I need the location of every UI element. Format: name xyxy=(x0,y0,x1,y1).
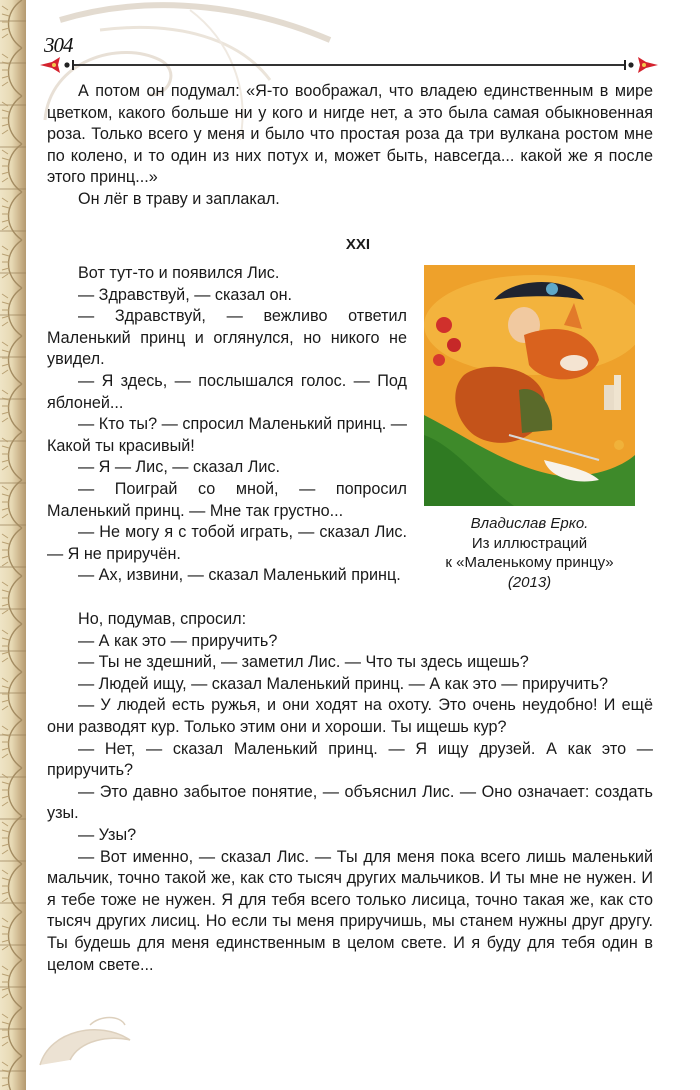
paragraph: А потом он подумал: «Я-то воображал, что владею единственным в мире цветком, какого больше ни у кого и нигде нет, а это была самая обыкновенная роза. Только всего у меня и было что простая роза да три вулкана ростом мне по колено, и то один из них потух и, может быть, навсегда... какой же я после этого принц...» xyxy=(47,82,653,187)
figure xyxy=(424,265,635,592)
paragraph: — Нет, — сказал Маленький принц. — Я ищу друзей. А как это — приручить? xyxy=(47,739,653,780)
opening-text xyxy=(47,81,653,211)
paragraph: — Ах, извини, — сказал Маленький принц. xyxy=(78,566,401,585)
paragraph: — Вот именно, — сказал Лис. — Ты для меня пока всего лишь маленький мальчик, точно такой же, как сто тысяч других мальчиков. И ты мне не нужен. И я тебе тоже не нужен. Я для тебя всего только лисица, точно такая же, как сто тысяч других лисиц. Но если ты меня приручишь, мы станем нужны друг другу. Ты будешь для меня единственным в целом свете. И я буду для тебя один в целом свете... xyxy=(47,847,653,974)
paragraph: — Ты не здешний, — заметил Лис. — Что ты здесь ищешь? xyxy=(78,653,529,672)
paragraph: — Поиграй со мной, — попросил Маленький принц. — Мне так грустно... xyxy=(47,479,407,520)
paragraph: — Людей ищу, — сказал Маленький принц. — А как это — приручить? xyxy=(78,674,609,693)
dialogue-narrow-column xyxy=(47,263,407,587)
figure-caption xyxy=(424,514,635,592)
flower-ornament-left-icon xyxy=(40,57,60,73)
decorative-border xyxy=(0,0,26,1090)
paragraph: — Это давно забытое понятие, — объяснил Лис. — Оно означает: создать узы. xyxy=(47,782,653,823)
flower-ornament-right-icon xyxy=(638,57,658,73)
caption-year: (2013) xyxy=(507,573,552,591)
page-number: 304 xyxy=(44,33,73,57)
dialogue-wide-column xyxy=(47,609,653,976)
paragraph: Он лёг в траву и заплакал. xyxy=(78,189,280,208)
header-rule xyxy=(38,54,660,76)
paragraph: — А как это — приручить? xyxy=(78,631,278,650)
caption-line: Из иллюстраций xyxy=(471,534,588,552)
chapter-heading: XXI xyxy=(345,236,371,253)
fox-and-little-prince-illustration xyxy=(424,265,635,506)
paragraph: — Кто ты? — спросил Маленький принц. — Какой ты красивый! xyxy=(47,415,407,455)
paragraph: — Я здесь, — послышался голос. — Под яблоней... xyxy=(47,371,407,412)
paragraph: — Не могу я с тобой играть, — сказал Лис. — Я не приручён. xyxy=(47,523,407,563)
paragraph: — Здравствуй, — вежливо ответил Маленький принц и оглянулся, но никого не увидел. xyxy=(47,307,407,369)
caption-line: к «Маленькому принцу» xyxy=(445,554,614,571)
illustration-art-icon xyxy=(424,265,635,506)
paragraph: Вот тут-то и появился Лис. xyxy=(78,264,280,282)
paragraph: — Узы? xyxy=(78,825,137,844)
paragraph: Но, подумав, спросил: xyxy=(78,610,247,628)
decorative-swirl-bottom-icon xyxy=(30,1010,150,1080)
paragraph: — Здравствуй, — сказал он. xyxy=(78,285,293,304)
caption-author: Владислав Ерко. xyxy=(470,515,589,532)
border-pattern-icon xyxy=(0,0,26,1090)
paragraph: — Я — Лис, — сказал Лис. xyxy=(78,458,280,477)
paragraph: — У людей есть ружья, и они ходят на охоту. Это очень неудобно! И ещё они разводят кур. Только этим они и хороши. Ты ищешь кур? xyxy=(47,696,653,736)
